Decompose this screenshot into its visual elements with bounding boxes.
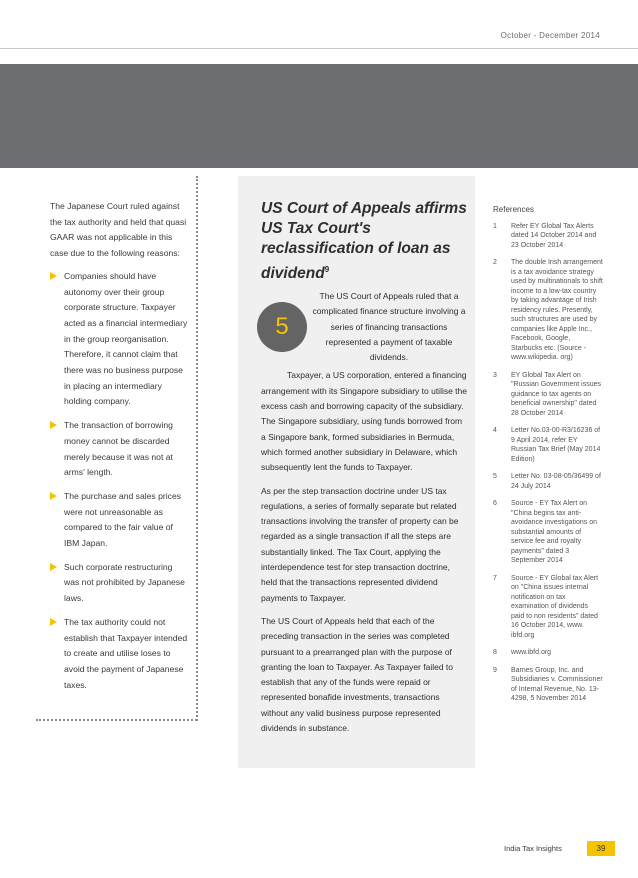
- list-item-text: The purchase and sales prices were not unreasonable as compared to the fair value of IBM Japan.: [64, 490, 182, 549]
- article-paragraph: The US Court of Appeals held that each of the preceding transaction in the series was completed pursuant to a prearranged plan with the purpose of granting the loan to Taxpayer. As Taxpayer failed to establish that any of the funds were repaid or represented bonafide investments, transactions without any valid business purpose represented dividends in substance.: [261, 615, 454, 733]
- article-title-text: US Court of Appeals affirms US Tax Court's reclassification of loan as dividend: [261, 200, 467, 282]
- triangle-right-icon: [50, 563, 57, 571]
- triangle-right-icon: [50, 421, 57, 429]
- banner-image: [0, 64, 638, 168]
- triangle-right-icon: [50, 272, 57, 280]
- page-number: 39: [587, 841, 615, 856]
- reference-number: 5: [493, 473, 497, 480]
- dotted-divider-horizontal: [36, 719, 197, 721]
- reference-number: 1: [493, 222, 497, 230]
- list-item-text: The tax authority could not establish that Taxpayer intended to create and utilise loses to avoid the payment of Japanese taxes.: [64, 616, 188, 690]
- reference-item: [493, 666, 603, 704]
- footnote-marker: 9: [324, 264, 330, 274]
- header-divider: [0, 48, 638, 49]
- reference-text: Source - EY Global tax Alert on "China issues internal notification on tax examination of dividends paid to non residents" dated 16 October 2014, www. ibfd.org: [511, 574, 599, 639]
- reference-text: Refer EY Global Tax Alerts dated 14 October 2014 and 23 October 2014: [511, 222, 597, 249]
- reference-item: [493, 426, 603, 464]
- reference-text: Source - EY Tax Alert on "China begins tax anti-avoidance investigations on substantial amounts of service fee and royalty payments" dated 3 September 2014: [511, 500, 598, 564]
- left-column: [50, 199, 190, 701]
- reference-number: 9: [493, 666, 497, 674]
- reference-number: 2: [493, 259, 497, 266]
- article-title: [261, 199, 467, 284]
- article-number-badge: 5: [257, 302, 307, 352]
- list-item: [50, 489, 190, 552]
- reference-item: [493, 258, 603, 363]
- dotted-divider-vertical: [196, 176, 198, 721]
- reference-item: [493, 472, 603, 491]
- reference-text: EY Global Tax Alert on "Russian Government issues guidance to tax agents on beneficial ownership" dated 28 October 2014: [511, 371, 602, 417]
- triangle-right-icon: [50, 492, 57, 500]
- reference-text: www.ibfd.org: [511, 649, 552, 656]
- reference-number: 4: [493, 427, 497, 434]
- reference-text: Letter No. 03-08-05/36499 of 24 July 2014: [511, 473, 601, 490]
- references-title: References: [493, 205, 534, 214]
- reasons-list: [50, 269, 190, 694]
- article-paragraph: As per the step transaction doctrine under US tax regulations, a series of formally separate but related transactions involving the transfer of property can be regarded as a single transaction if all the steps are substantially linked. The Tax Court, applying the interdependence test for step transaction doctrine, held that the transactions represented dividend payments to Taxpayer.: [261, 485, 459, 603]
- reference-item: [493, 648, 603, 658]
- reference-text: Letter No.03-00-R3/16236 of 9 April 2014, refer EY Russian Tax Brief (May 2014 Edition): [511, 427, 601, 463]
- reference-item: [493, 499, 603, 566]
- footer-publication-name: India Tax Insights: [504, 844, 562, 853]
- list-item: [50, 615, 190, 694]
- list-item-text: Companies should have autonomy over their group corporate structure. Taxpayer acted as a financial intermediary in the group reorganisation. Therefore, it cannot claim that there was no business purpose in placing an intermediary holding company.: [64, 270, 188, 407]
- list-item: [50, 560, 190, 607]
- reference-item: [493, 371, 603, 419]
- references-column: [493, 205, 603, 712]
- triangle-right-icon: [50, 618, 57, 626]
- reference-number: 6: [493, 500, 497, 507]
- list-item-text: The transaction of borrowing money cannot be discarded merely because it was not at arms' length.: [64, 420, 173, 478]
- reference-number: 7: [493, 574, 497, 582]
- reference-number: 3: [493, 371, 497, 379]
- reference-item: [493, 574, 603, 641]
- reference-item: [493, 222, 603, 251]
- reference-text: The double Irish arrangement is a tax avoidance strategy used by multinationals to shift income to a low-tax country by taking advantage of Irish residency rules. Presently, such structures are used by companies like Apple Inc., Facebook, Google, Starbucks etc. (Source - www.wikipedia. org): [511, 259, 603, 361]
- list-item: [50, 269, 190, 410]
- left-intro: The Japanese Court ruled against the tax authority and held that quasi GAAR was not applicable in this case due to the following reasons:: [50, 201, 187, 259]
- article-column: [261, 199, 467, 744]
- reference-text: Barnes Group, Inc. and Subsidiaries v. Commissioner of Internal Revenue, No. 13-4298, 5 November 2014: [511, 666, 603, 702]
- header-date: October - December 2014: [500, 31, 600, 40]
- article-lead-paragraph: The US Court of Appeals ruled that a complicated finance structure involving a series of financing transactions represented a payment of taxable dividends.: [312, 290, 466, 363]
- article-paragraph: Taxpayer, a US corporation, entered a financing arrangement with its Singapore subsidiary to utilise the excess cash and borrowing capacity of the subsidiary. The Singapore subsidiary, using funds borrowed from a Singapore bank, formed subsidiaries in Bermuda, which formed another subsidiary in Delaware, which subsequently lent the funds to Taxpayer.: [261, 370, 467, 473]
- reference-number: 8: [493, 649, 497, 656]
- list-item-text: Such corporate restructuring was not prohibited by Japanese laws.: [64, 561, 185, 604]
- list-item: [50, 418, 190, 481]
